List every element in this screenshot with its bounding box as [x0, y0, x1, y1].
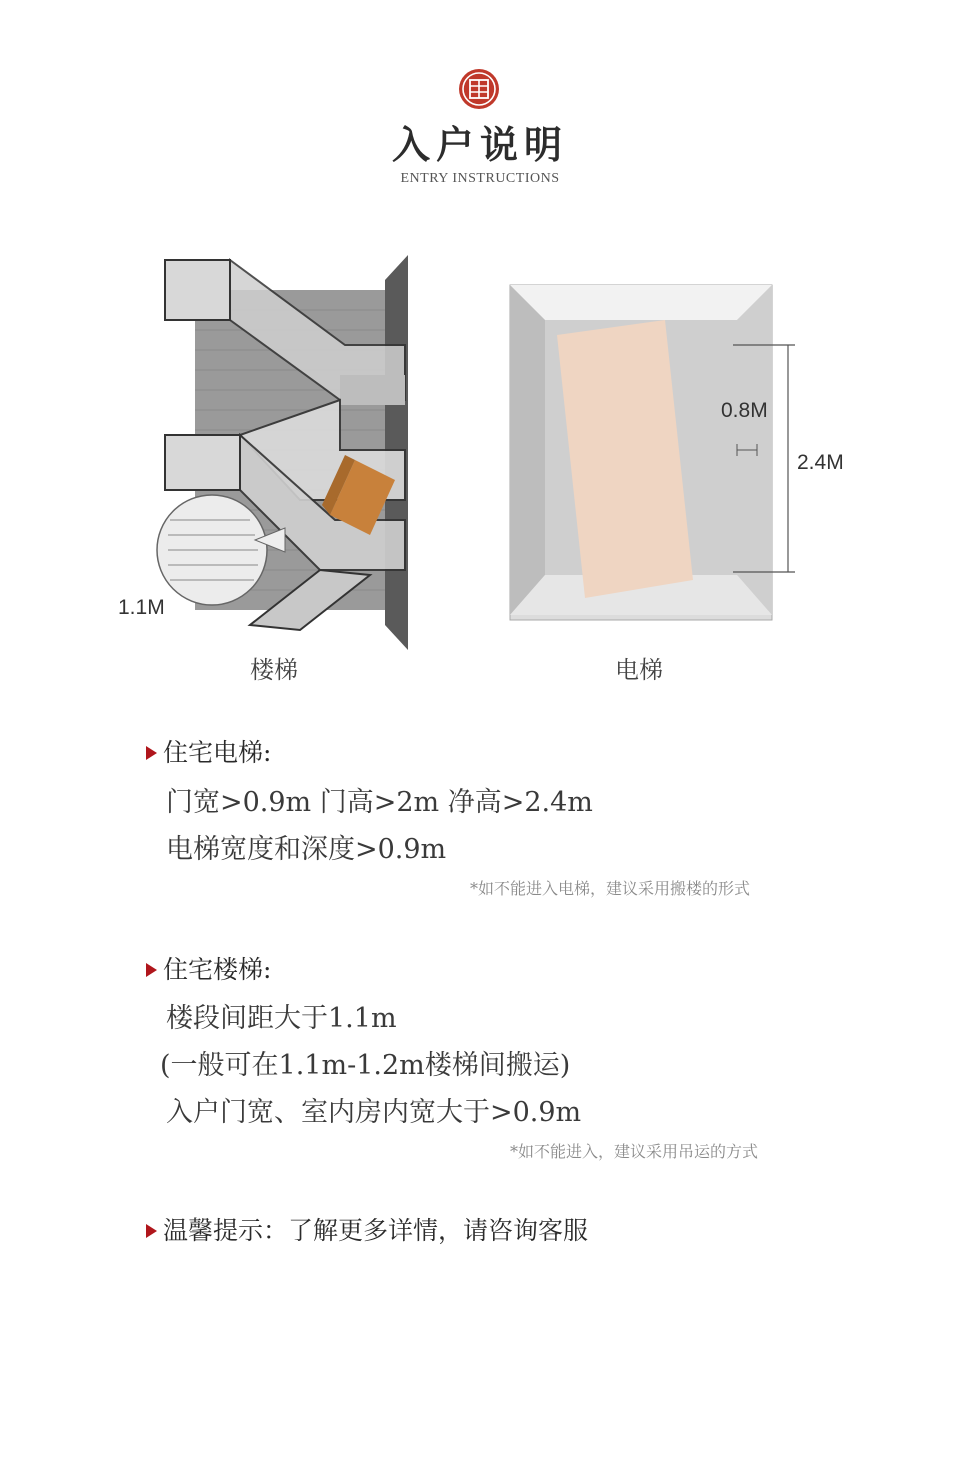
stairs-dimension-label: 1.1M	[118, 596, 165, 619]
stairs-illustration	[150, 250, 430, 660]
page-title: 入户说明	[391, 122, 568, 167]
triangle-bullet-icon	[146, 1224, 157, 1238]
stairs-line-1: 楼段间距大于1.1m	[166, 1003, 397, 1034]
stairs-note: *如不能进入，建议采用吊运的方式	[510, 1142, 759, 1161]
elevator-section-heading: 住宅电梯:	[146, 733, 271, 769]
triangle-bullet-icon	[146, 746, 157, 760]
page-subtitle: ENTRY INSTRUCTIONS	[400, 171, 560, 186]
stairs-caption: 楼梯	[250, 656, 298, 684]
stairs-line-2: (一般可在1.1m-1.2m楼梯间搬运)	[160, 1050, 571, 1081]
elevator-note: *如不能进入电梯，建议采用搬楼的形式	[470, 879, 751, 898]
logo-seal-icon	[458, 68, 500, 110]
elevator-caption: 电梯	[615, 656, 663, 684]
elevator-line-2: 电梯宽度和深度>0.9m	[166, 834, 447, 865]
stairs-section-heading: 住宅楼梯:	[146, 950, 271, 986]
elevator-line-1: 门宽>0.9m 门高>2m 净高>2.4m	[166, 787, 593, 818]
stairs-line-3: 入户门宽、室内房内宽大于>0.9m	[166, 1097, 582, 1128]
elevator-width-label: 0.8M	[721, 399, 768, 422]
tip-line: 温馨提示：了解更多详情，请咨询客服	[146, 1211, 588, 1247]
elevator-height-label: 2.4M	[797, 451, 844, 474]
triangle-bullet-icon	[146, 963, 157, 977]
